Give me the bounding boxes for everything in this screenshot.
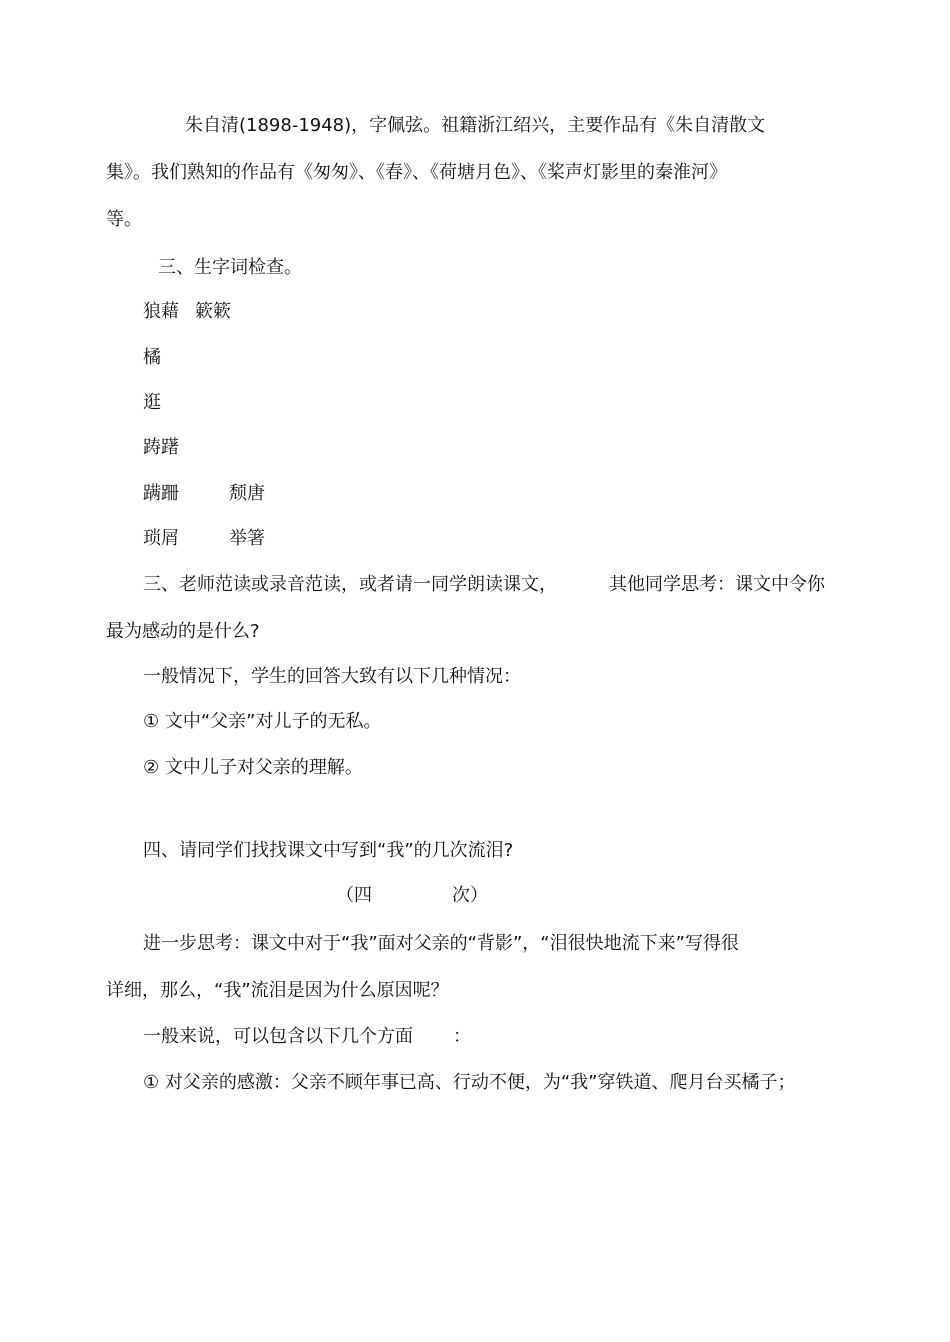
section-4-heading: 四、请同学们找找课文中写到“我”的几次流泪? — [143, 840, 514, 861]
vocab-word: 琐屑 — [143, 528, 179, 549]
vocab-row-4 — [143, 436, 179, 460]
section-3b-part-b: 其他同学思考：课文中令你 — [609, 574, 825, 595]
answers-2-intro-text: 一般来说，可以包含以下几个方面 — [143, 1026, 413, 1047]
section-3b-line-2: 最为感动的是什么? — [106, 621, 260, 642]
vocab-word: 逛 — [143, 392, 161, 413]
vocab-word: 踌躇 — [143, 437, 179, 458]
vocab-word: 簌簌 — [195, 301, 231, 322]
further-line-2: 详细，那么，“我”流泪是因为什么原因呢？ — [106, 980, 449, 1001]
vocab-word: 颓唐 — [229, 483, 265, 504]
vocab-row-1 — [143, 300, 343, 324]
section-3b-part-a: 三、老师范读或录音范读，或者请一同学朗读课文， — [143, 574, 557, 595]
answers-1-item-2: ② 文中儿子对父亲的理解。 — [143, 757, 363, 778]
vocab-word: 橘 — [143, 347, 161, 368]
vocab-row-6 — [143, 527, 343, 551]
intro-line-1: 朱自清(1898-1948)，字佩弦。祖籍浙江绍兴，主要作品有《朱自清散文 — [185, 115, 766, 136]
answers-2-item-1: ① 对父亲的感激：父亲不顾年事已高、行动不便，为“我”穿铁道、爬月台买橘子； — [143, 1072, 796, 1093]
vocab-row-2 — [143, 346, 161, 370]
section-3-heading: 三、生字词检查。 — [158, 257, 302, 278]
intro-line-2: 集》。我们熟知的作品有《匆匆》、《春》、《荷塘月色》、《桨声灯影里的秦淮河》 — [106, 162, 727, 183]
intro-line-3: 等。 — [106, 209, 142, 230]
vocab-word: 举箸 — [229, 528, 265, 549]
further-line-1: 进一步思考：课文中对于“我”面对父亲的“背影”，“泪很快地流下来”写得很 — [143, 933, 739, 954]
vocab-row-5 — [143, 482, 343, 506]
answers-1-item-1: ① 文中“父亲”对儿子的无私。 — [143, 711, 382, 732]
answers-2-intro — [143, 1025, 543, 1049]
vocab-word: 狼藉 — [143, 301, 179, 322]
answers-1-intro: 一般情况下，学生的回答大致有以下几种情况： — [143, 666, 521, 687]
vocab-word: 蹒跚 — [143, 483, 179, 504]
section-4-answer-open: （四 — [336, 885, 372, 906]
section-4-answer — [336, 884, 536, 908]
answers-2-intro-colon: ： — [453, 1026, 471, 1047]
section-3b-line-1 — [143, 573, 843, 597]
vocab-row-3 — [143, 391, 161, 415]
section-4-answer-close: 次） — [452, 885, 488, 906]
